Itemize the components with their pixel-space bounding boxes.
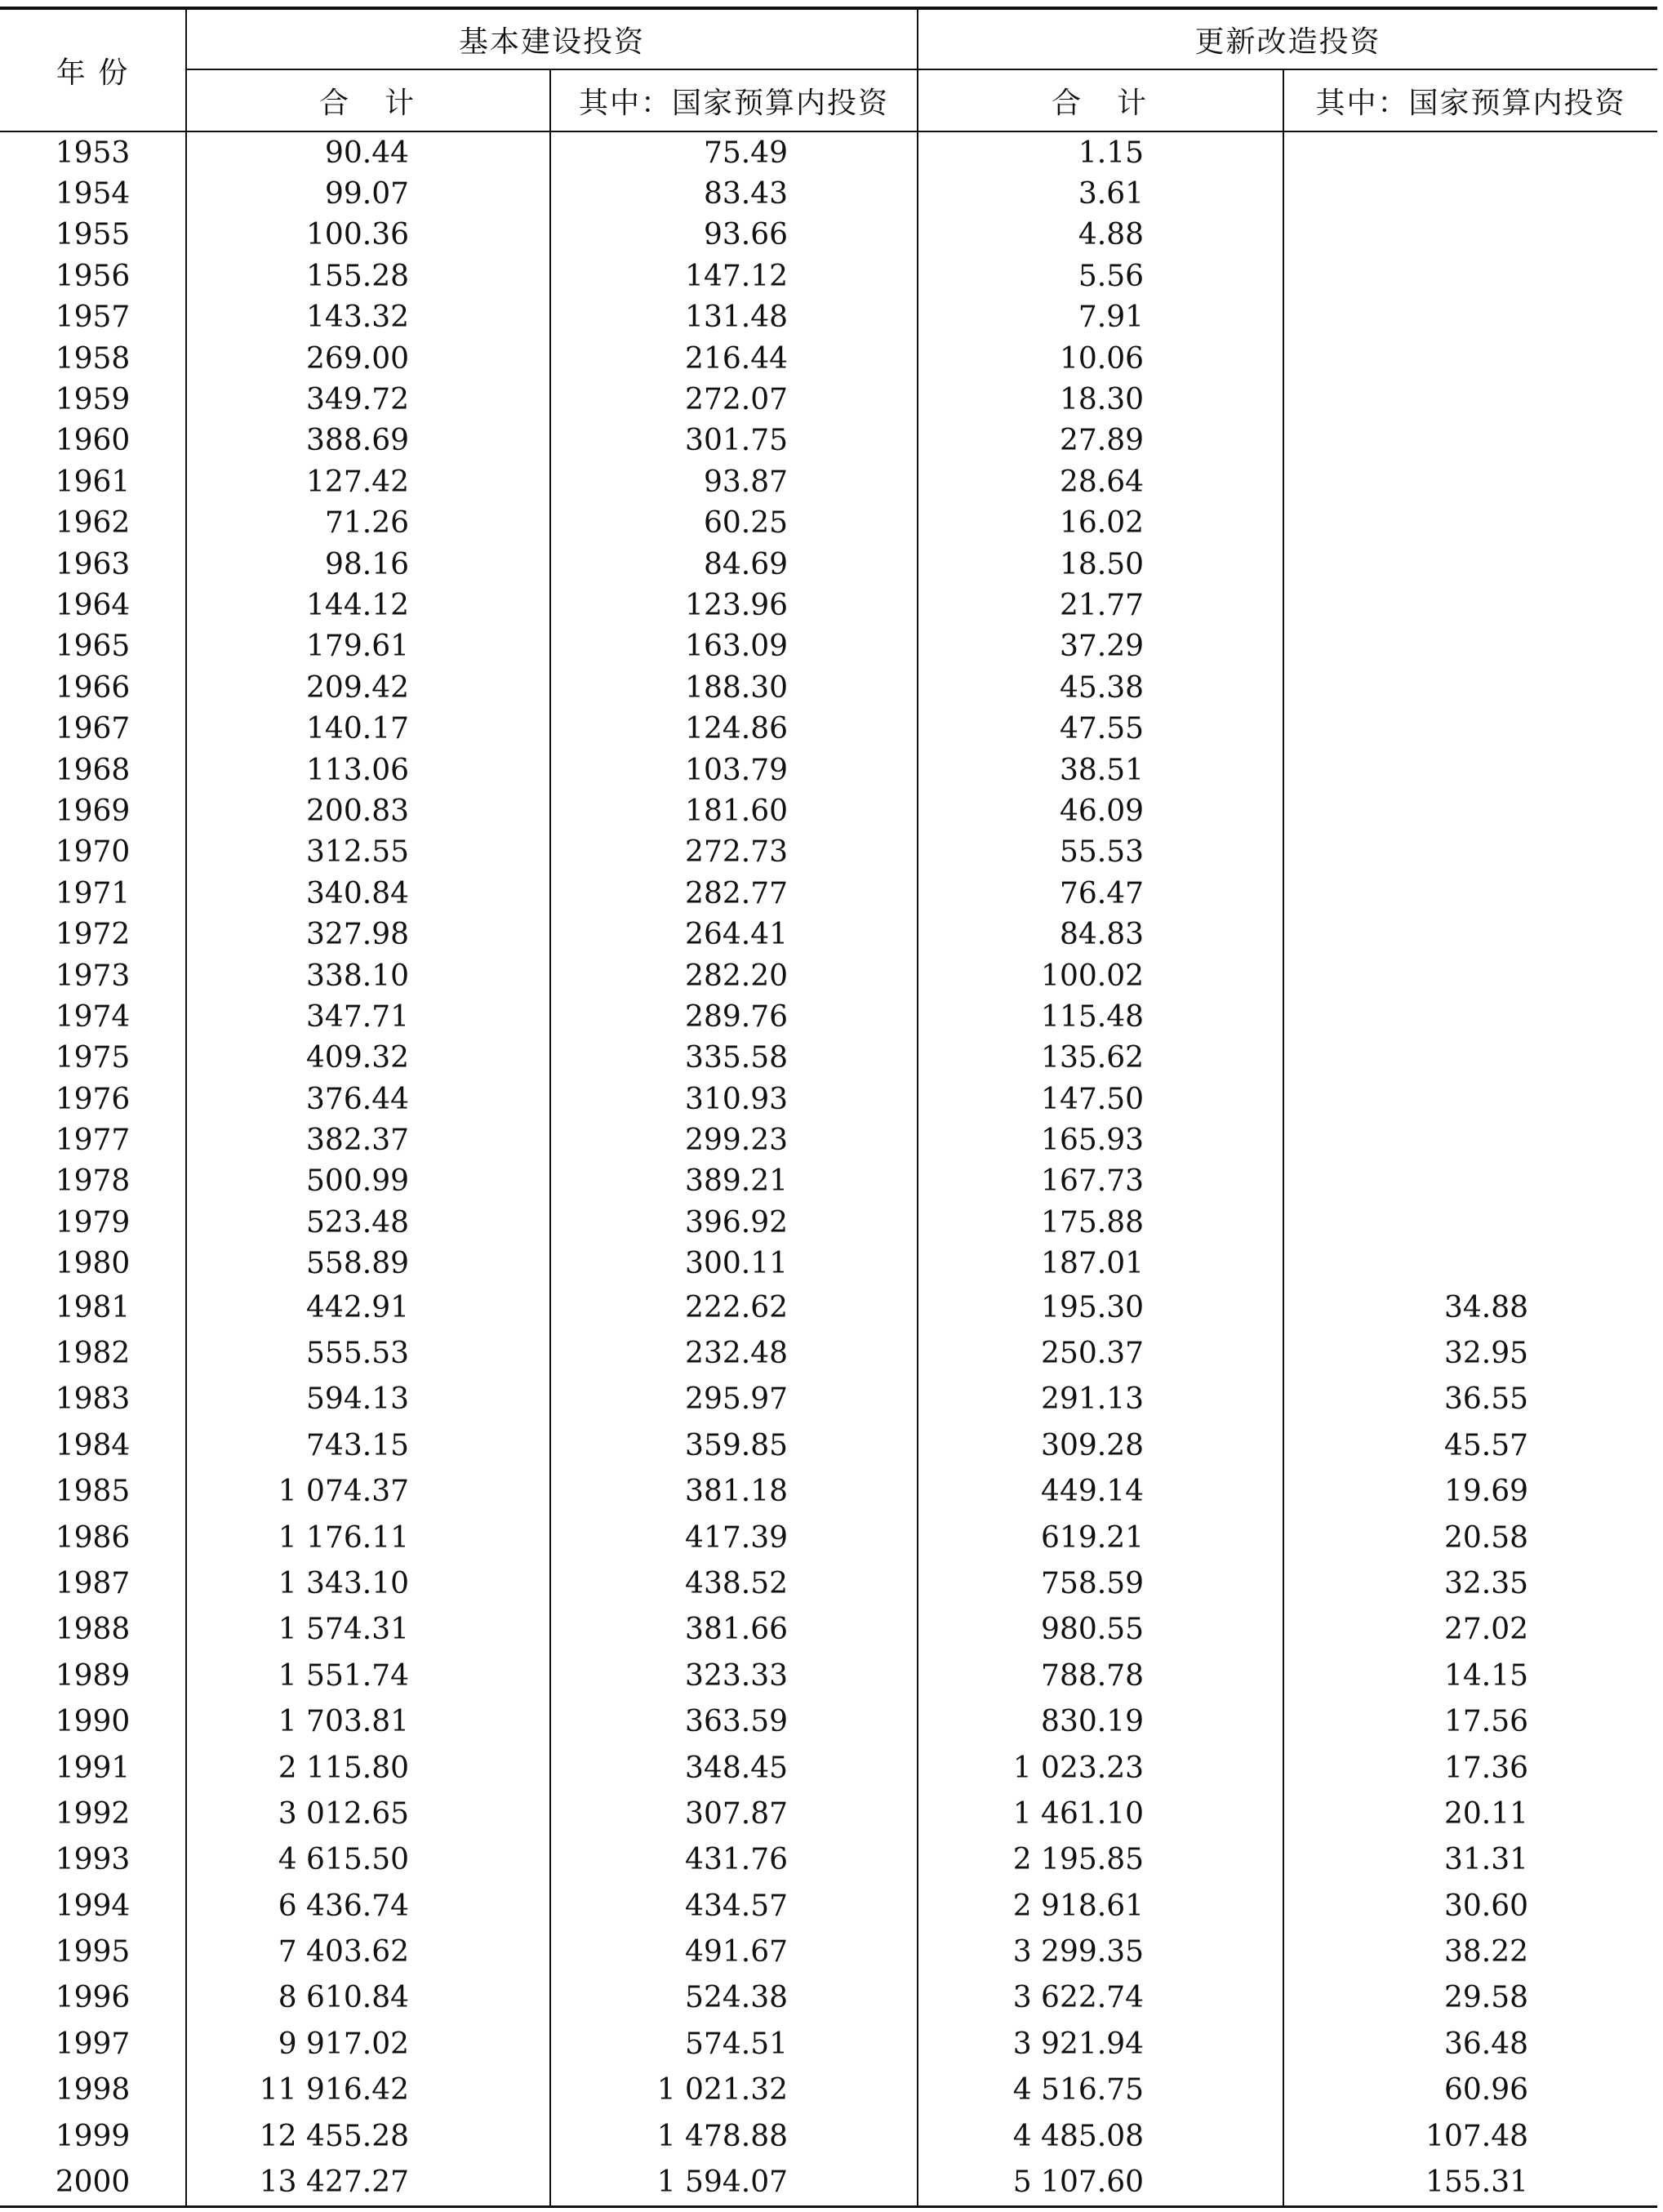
year-cell: 1997 <box>55 2027 131 2061</box>
renovation-budget-cell: 17.56 <box>1283 1698 1657 1744</box>
renovation-budget-cell <box>1283 379 1657 420</box>
table-row <box>0 2021 1657 2067</box>
year-cell: 1987 <box>55 1566 131 1600</box>
basic-budget-cell: 310.93 <box>550 1079 918 1119</box>
renovation-total-cell: 18.50 <box>918 544 1283 585</box>
basic-total-cell: 442.91 <box>186 1284 550 1330</box>
renovation-total-cell: 165.93 <box>918 1119 1283 1160</box>
basic-budget-cell: 389.21 <box>550 1161 918 1202</box>
year-cell: 1980 <box>55 1247 131 1281</box>
table-row <box>0 1422 1657 1468</box>
table-row <box>0 338 1657 379</box>
basic-budget-cell: 434.57 <box>550 1883 918 1929</box>
renovation-budget-cell <box>1283 873 1657 914</box>
renovation-total-cell: 46.09 <box>918 790 1283 831</box>
year-cell: 1976 <box>55 1082 131 1116</box>
renovation-total-cell: 3.61 <box>918 173 1283 214</box>
basic-total-cell: 1 343.10 <box>186 1560 550 1606</box>
renovation-total-cell: 449.14 <box>918 1469 1283 1515</box>
basic-budget-cell: 216.44 <box>550 338 918 379</box>
renovation-total-cell: 250.37 <box>918 1330 1283 1376</box>
renovation-total-cell: 27.89 <box>918 421 1283 461</box>
basic-total-cell: 1 703.81 <box>186 1698 550 1744</box>
renovation-budget-cell <box>1283 1079 1657 1119</box>
renovation-budget-header: 其中：国家预算内投资 <box>1283 69 1657 131</box>
basic-total-cell: 6 436.74 <box>186 1883 550 1929</box>
basic-budget-cell: 163.09 <box>550 626 918 667</box>
basic-total-cell: 743.15 <box>186 1422 550 1468</box>
basic-total-cell: 12 455.28 <box>186 2113 550 2159</box>
year-cell: 1995 <box>55 1935 131 1969</box>
year-cell: 1974 <box>55 999 131 1034</box>
year-cell: 1981 <box>55 1290 131 1324</box>
basic-budget-cell: 491.67 <box>550 1929 918 1974</box>
renovation-budget-cell <box>1283 215 1657 256</box>
table-row <box>0 544 1657 585</box>
year-cell: 1989 <box>55 1658 131 1693</box>
basic-total-cell: 340.84 <box>186 873 550 914</box>
basic-total-cell: 99.07 <box>186 173 550 214</box>
table-row <box>0 667 1657 708</box>
renovation-total-cell: 4 516.75 <box>918 2067 1283 2113</box>
renovation-budget-cell <box>1283 626 1657 667</box>
basic-total-cell: 382.37 <box>186 1119 550 1160</box>
basic-budget-cell: 307.87 <box>550 1791 918 1836</box>
renovation-total-cell: 135.62 <box>918 1038 1283 1079</box>
basic-total-cell: 13 427.27 <box>186 2159 550 2206</box>
renovation-budget-cell <box>1283 1244 1657 1284</box>
basic-construction-header: 基本建设投资 <box>186 8 918 69</box>
renovation-total-cell: 619.21 <box>918 1515 1283 1560</box>
renovation-total-cell: 2 195.85 <box>918 1837 1283 1883</box>
basic-budget-cell: 103.79 <box>550 750 918 790</box>
basic-total-cell: 144.12 <box>186 585 550 625</box>
basic-total-cell: 555.53 <box>186 1330 550 1376</box>
table-row <box>0 173 1657 214</box>
table-body <box>0 131 1657 2206</box>
basic-total-cell: 100.36 <box>186 215 550 256</box>
basic-budget-cell: 381.66 <box>550 1607 918 1653</box>
basic-total-cell: 179.61 <box>186 626 550 667</box>
basic-total-cell: 71.26 <box>186 503 550 544</box>
table-row <box>0 1929 1657 1974</box>
table-row <box>0 2067 1657 2113</box>
renovation-budget-cell: 60.96 <box>1283 2067 1657 2113</box>
basic-total-cell: 8 610.84 <box>186 1975 550 2021</box>
basic-budget-cell: 396.92 <box>550 1202 918 1243</box>
year-cell: 1970 <box>55 835 131 870</box>
basic-budget-cell: 431.76 <box>550 1837 918 1883</box>
year-cell: 1956 <box>55 259 131 293</box>
renovation-budget-cell: 32.95 <box>1283 1330 1657 1376</box>
renovation-total-cell: 76.47 <box>918 873 1283 914</box>
renovation-budget-cell: 107.48 <box>1283 2113 1657 2159</box>
basic-total-cell: 1 074.37 <box>186 1469 550 1515</box>
renovation-budget-cell: 155.31 <box>1283 2159 1657 2206</box>
basic-budget-cell: 300.11 <box>550 1244 918 1284</box>
renovation-budget-cell <box>1283 1161 1657 1202</box>
basic-budget-cell: 417.39 <box>550 1515 918 1560</box>
basic-total-cell: 388.69 <box>186 421 550 461</box>
basic-budget-cell: 1 594.07 <box>550 2159 918 2206</box>
renovation-total-cell: 1.15 <box>918 131 1283 173</box>
basic-total-header: 合计 <box>186 69 550 131</box>
basic-budget-cell: 188.30 <box>550 667 918 708</box>
renovation-total-cell: 3 299.35 <box>918 1929 1283 1974</box>
basic-total-cell: 376.44 <box>186 1079 550 1119</box>
renovation-budget-cell <box>1283 955 1657 996</box>
table-row <box>0 790 1657 831</box>
basic-budget-cell: 282.77 <box>550 873 918 914</box>
renovation-budget-cell: 20.58 <box>1283 1515 1657 1560</box>
renovation-total-cell: 3 921.94 <box>918 2021 1283 2067</box>
renovation-budget-cell: 32.35 <box>1283 1560 1657 1606</box>
year-cell: 1958 <box>55 341 131 376</box>
table-row <box>0 1653 1657 1698</box>
basic-total-cell: 90.44 <box>186 131 550 173</box>
renovation-total-cell: 309.28 <box>918 1422 1283 1468</box>
basic-budget-cell: 147.12 <box>550 256 918 296</box>
table-row <box>0 1202 1657 1243</box>
renovation-budget-cell <box>1283 421 1657 461</box>
table-row <box>0 1883 1657 1929</box>
renovation-total-header: 合计 <box>918 69 1283 131</box>
table-header <box>0 8 1657 131</box>
year-cell: 1973 <box>55 959 131 993</box>
year-cell: 1978 <box>55 1164 131 1199</box>
year-cell: 1955 <box>55 218 131 252</box>
year-cell: 1961 <box>55 465 131 499</box>
year-cell: 1996 <box>55 1981 131 2015</box>
year-cell: 1999 <box>55 2119 131 2153</box>
renovation-total-cell: 5.56 <box>918 256 1283 296</box>
basic-budget-cell: 272.07 <box>550 379 918 420</box>
year-cell: 1975 <box>55 1041 131 1075</box>
basic-budget-cell: 295.97 <box>550 1377 918 1422</box>
year-column-header: 年 份 <box>0 8 186 131</box>
basic-total-cell: 143.32 <box>186 297 550 338</box>
basic-total-cell: 594.13 <box>186 1377 550 1422</box>
renovation-total-cell: 37.29 <box>918 626 1283 667</box>
basic-total-cell: 347.71 <box>186 996 550 1037</box>
renovation-budget-cell <box>1283 1202 1657 1243</box>
renovation-total-cell: 291.13 <box>918 1377 1283 1422</box>
renovation-budget-cell <box>1283 790 1657 831</box>
table-row <box>0 955 1657 996</box>
basic-total-cell: 349.72 <box>186 379 550 420</box>
basic-budget-cell: 524.38 <box>550 1975 918 2021</box>
renovation-total-cell: 175.88 <box>918 1202 1283 1243</box>
table-row <box>0 1161 1657 1202</box>
year-cell: 1965 <box>55 630 131 664</box>
renovation-budget-cell: 36.55 <box>1283 1377 1657 1422</box>
basic-budget-cell: 84.69 <box>550 544 918 585</box>
basic-budget-cell: 299.23 <box>550 1119 918 1160</box>
renovation-total-cell: 980.55 <box>918 1607 1283 1653</box>
renovation-budget-cell <box>1283 461 1657 502</box>
table-row <box>0 1515 1657 1560</box>
year-cell: 1984 <box>55 1428 131 1462</box>
renovation-budget-cell <box>1283 914 1657 955</box>
table-row <box>0 832 1657 873</box>
renovation-budget-cell: 34.88 <box>1283 1284 1657 1330</box>
basic-budget-cell: 60.25 <box>550 503 918 544</box>
renovation-total-cell: 16.02 <box>918 503 1283 544</box>
basic-budget-cell: 323.33 <box>550 1653 918 1698</box>
basic-budget-cell: 282.20 <box>550 955 918 996</box>
basic-total-cell: 113.06 <box>186 750 550 790</box>
table-row <box>0 585 1657 625</box>
renovation-total-cell: 758.59 <box>918 1560 1283 1606</box>
renovation-total-cell: 788.78 <box>918 1653 1283 1698</box>
renovation-total-cell: 4 485.08 <box>918 2113 1283 2159</box>
renovation-total-cell: 18.30 <box>918 379 1283 420</box>
basic-total-cell: 140.17 <box>186 708 550 749</box>
renovation-total-cell: 1 461.10 <box>918 1791 1283 1836</box>
table-row <box>0 1791 1657 1836</box>
year-cell: 1979 <box>55 1205 131 1240</box>
basic-budget-cell: 363.59 <box>550 1698 918 1744</box>
basic-budget-cell: 335.58 <box>550 1038 918 1079</box>
renovation-budget-cell <box>1283 708 1657 749</box>
renovation-total-cell: 147.50 <box>918 1079 1283 1119</box>
renovation-budget-cell: 30.60 <box>1283 1883 1657 1929</box>
renovation-budget-cell: 19.69 <box>1283 1469 1657 1515</box>
year-cell: 1977 <box>55 1124 131 1158</box>
renovation-budget-cell: 14.15 <box>1283 1653 1657 1698</box>
basic-budget-cell: 381.18 <box>550 1469 918 1515</box>
basic-budget-cell: 124.86 <box>550 708 918 749</box>
table-row <box>0 215 1657 256</box>
basic-budget-cell: 264.41 <box>550 914 918 955</box>
renovation-total-cell: 7.91 <box>918 297 1283 338</box>
renovation-budget-cell <box>1283 297 1657 338</box>
renovation-total-cell: 195.30 <box>918 1284 1283 1330</box>
renovation-total-cell: 55.53 <box>918 832 1283 873</box>
year-cell: 2000 <box>0 2159 186 2206</box>
basic-total-cell: 1 176.11 <box>186 1515 550 1560</box>
renovation-total-cell: 10.06 <box>918 338 1283 379</box>
renovation-total-cell: 84.83 <box>918 914 1283 955</box>
table-row <box>0 1079 1657 1119</box>
year-cell: 1971 <box>55 876 131 910</box>
year-cell: 1966 <box>55 670 131 705</box>
table-row <box>0 708 1657 749</box>
renovation-budget-cell <box>1283 585 1657 625</box>
table-row <box>0 2159 1657 2206</box>
basic-budget-cell: 131.48 <box>550 297 918 338</box>
renovation-header: 更新改造投资 <box>918 8 1657 69</box>
basic-budget-cell: 1 478.88 <box>550 2113 918 2159</box>
renovation-budget-cell <box>1283 256 1657 296</box>
renovation-budget-cell: 29.58 <box>1283 1975 1657 2021</box>
renovation-budget-cell <box>1283 503 1657 544</box>
year-cell: 1957 <box>55 300 131 335</box>
basic-budget-cell: 181.60 <box>550 790 918 831</box>
basic-total-cell: 523.48 <box>186 1202 550 1243</box>
year-cell: 1994 <box>55 1889 131 1923</box>
basic-budget-cell: 93.87 <box>550 461 918 502</box>
table-row <box>0 1975 1657 2021</box>
renovation-budget-cell <box>1283 667 1657 708</box>
basic-budget-cell: 438.52 <box>550 1560 918 1606</box>
basic-budget-cell: 93.66 <box>550 215 918 256</box>
year-cell: 1963 <box>55 547 131 581</box>
basic-budget-cell: 232.48 <box>550 1330 918 1376</box>
table-row <box>0 626 1657 667</box>
table-row <box>0 1837 1657 1883</box>
basic-budget-cell: 123.96 <box>550 585 918 625</box>
basic-total-cell: 127.42 <box>186 461 550 502</box>
year-cell: 1960 <box>55 424 131 458</box>
basic-total-cell: 338.10 <box>186 955 550 996</box>
basic-budget-cell: 359.85 <box>550 1422 918 1468</box>
table-row <box>0 2113 1657 2159</box>
basic-total-cell: 209.42 <box>186 667 550 708</box>
year-cell: 1992 <box>55 1796 131 1831</box>
renovation-budget-cell: 31.31 <box>1283 1837 1657 1883</box>
renovation-budget-cell: 45.57 <box>1283 1422 1657 1468</box>
year-cell: 1969 <box>55 794 131 828</box>
basic-total-cell: 155.28 <box>186 256 550 296</box>
year-cell: 1986 <box>55 1520 131 1555</box>
year-cell: 1982 <box>55 1337 131 1371</box>
year-cell: 1962 <box>55 506 131 541</box>
renovation-budget-cell <box>1283 832 1657 873</box>
renovation-budget-cell: 17.36 <box>1283 1745 1657 1791</box>
table-row <box>0 131 1657 173</box>
year-cell: 1998 <box>55 2073 131 2107</box>
basic-total-cell: 1 551.74 <box>186 1653 550 1698</box>
table-row <box>0 421 1657 461</box>
renovation-total-cell: 100.02 <box>918 955 1283 996</box>
table-row <box>0 297 1657 338</box>
year-cell: 1954 <box>55 177 131 211</box>
table-row <box>0 1284 1657 1330</box>
renovation-budget-cell <box>1283 996 1657 1037</box>
table-row <box>0 503 1657 544</box>
renovation-budget-cell <box>1283 131 1657 173</box>
table-row <box>0 1377 1657 1422</box>
basic-budget-cell: 75.49 <box>550 131 918 173</box>
basic-total-cell: 200.83 <box>186 790 550 831</box>
table-row <box>0 750 1657 790</box>
basic-total-cell: 409.32 <box>186 1038 550 1079</box>
basic-budget-cell: 222.62 <box>550 1284 918 1330</box>
renovation-total-cell: 38.51 <box>918 750 1283 790</box>
renovation-budget-cell: 27.02 <box>1283 1607 1657 1653</box>
basic-total-cell: 500.99 <box>186 1161 550 1202</box>
renovation-budget-cell <box>1283 544 1657 585</box>
table-row <box>0 1560 1657 1606</box>
year-cell: 1959 <box>55 383 131 417</box>
year-cell: 1967 <box>55 712 131 746</box>
renovation-total-cell: 4.88 <box>918 215 1283 256</box>
year-cell: 1991 <box>55 1751 131 1785</box>
basic-total-cell: 11 916.42 <box>186 2067 550 2113</box>
table-row <box>0 1607 1657 1653</box>
basic-total-cell: 4 615.50 <box>186 1837 550 1883</box>
year-cell: 1964 <box>55 588 131 622</box>
basic-budget-cell: 574.51 <box>550 2021 918 2067</box>
table-row <box>0 914 1657 955</box>
basic-total-cell: 3 012.65 <box>186 1791 550 1836</box>
renovation-total-cell: 28.64 <box>918 461 1283 502</box>
basic-budget-cell: 348.45 <box>550 1745 918 1791</box>
table-row <box>0 873 1657 914</box>
renovation-budget-cell: 38.22 <box>1283 1929 1657 1974</box>
renovation-budget-cell <box>1283 338 1657 379</box>
renovation-total-cell: 830.19 <box>918 1698 1283 1744</box>
renovation-total-cell: 5 107.60 <box>918 2159 1283 2206</box>
basic-total-cell: 327.98 <box>186 914 550 955</box>
basic-total-cell: 98.16 <box>186 544 550 585</box>
table-row <box>0 1469 1657 1515</box>
table-row <box>0 1119 1657 1160</box>
renovation-total-cell: 115.48 <box>918 996 1283 1037</box>
table-row <box>0 256 1657 296</box>
basic-total-cell: 2 115.80 <box>186 1745 550 1791</box>
renovation-total-cell: 1 023.23 <box>918 1745 1283 1791</box>
year-cell: 1990 <box>55 1705 131 1739</box>
basic-budget-header: 其中：国家预算内投资 <box>550 69 918 131</box>
renovation-budget-cell <box>1283 173 1657 214</box>
basic-budget-cell: 83.43 <box>550 173 918 214</box>
table-row <box>0 1038 1657 1079</box>
renovation-budget-cell <box>1283 1038 1657 1079</box>
investment-table <box>0 7 1657 2208</box>
table-row <box>0 379 1657 420</box>
table-row <box>0 996 1657 1037</box>
basic-budget-cell: 272.73 <box>550 832 918 873</box>
basic-total-cell: 312.55 <box>186 832 550 873</box>
year-cell: 1968 <box>55 753 131 787</box>
table-row <box>0 461 1657 502</box>
renovation-budget-cell: 36.48 <box>1283 2021 1657 2067</box>
renovation-total-cell: 47.55 <box>918 708 1283 749</box>
basic-budget-cell: 1 021.32 <box>550 2067 918 2113</box>
year-cell: 1953 <box>55 136 131 170</box>
table-row <box>0 1745 1657 1791</box>
renovation-total-cell: 3 622.74 <box>918 1975 1283 2021</box>
year-cell: 1988 <box>55 1613 131 1647</box>
renovation-budget-cell <box>1283 750 1657 790</box>
basic-total-cell: 558.89 <box>186 1244 550 1284</box>
renovation-total-cell: 187.01 <box>918 1244 1283 1284</box>
basic-total-cell: 1 574.31 <box>186 1607 550 1653</box>
basic-budget-cell: 301.75 <box>550 421 918 461</box>
basic-total-cell: 9 917.02 <box>186 2021 550 2067</box>
basic-total-cell: 269.00 <box>186 338 550 379</box>
year-cell: 1993 <box>55 1843 131 1877</box>
year-cell: 1972 <box>55 918 131 952</box>
renovation-total-cell: 45.38 <box>918 667 1283 708</box>
renovation-budget-cell: 20.11 <box>1283 1791 1657 1836</box>
year-cell: 1983 <box>55 1382 131 1417</box>
renovation-total-cell: 21.77 <box>918 585 1283 625</box>
table-row <box>0 1330 1657 1376</box>
table-row <box>0 1244 1657 1284</box>
year-cell: 1985 <box>55 1475 131 1509</box>
renovation-total-cell: 2 918.61 <box>918 1883 1283 1929</box>
renovation-budget-cell <box>1283 1119 1657 1160</box>
basic-total-cell: 7 403.62 <box>186 1929 550 1974</box>
basic-budget-cell: 289.76 <box>550 996 918 1037</box>
renovation-total-cell: 167.73 <box>918 1161 1283 1202</box>
table-row <box>0 1698 1657 1744</box>
